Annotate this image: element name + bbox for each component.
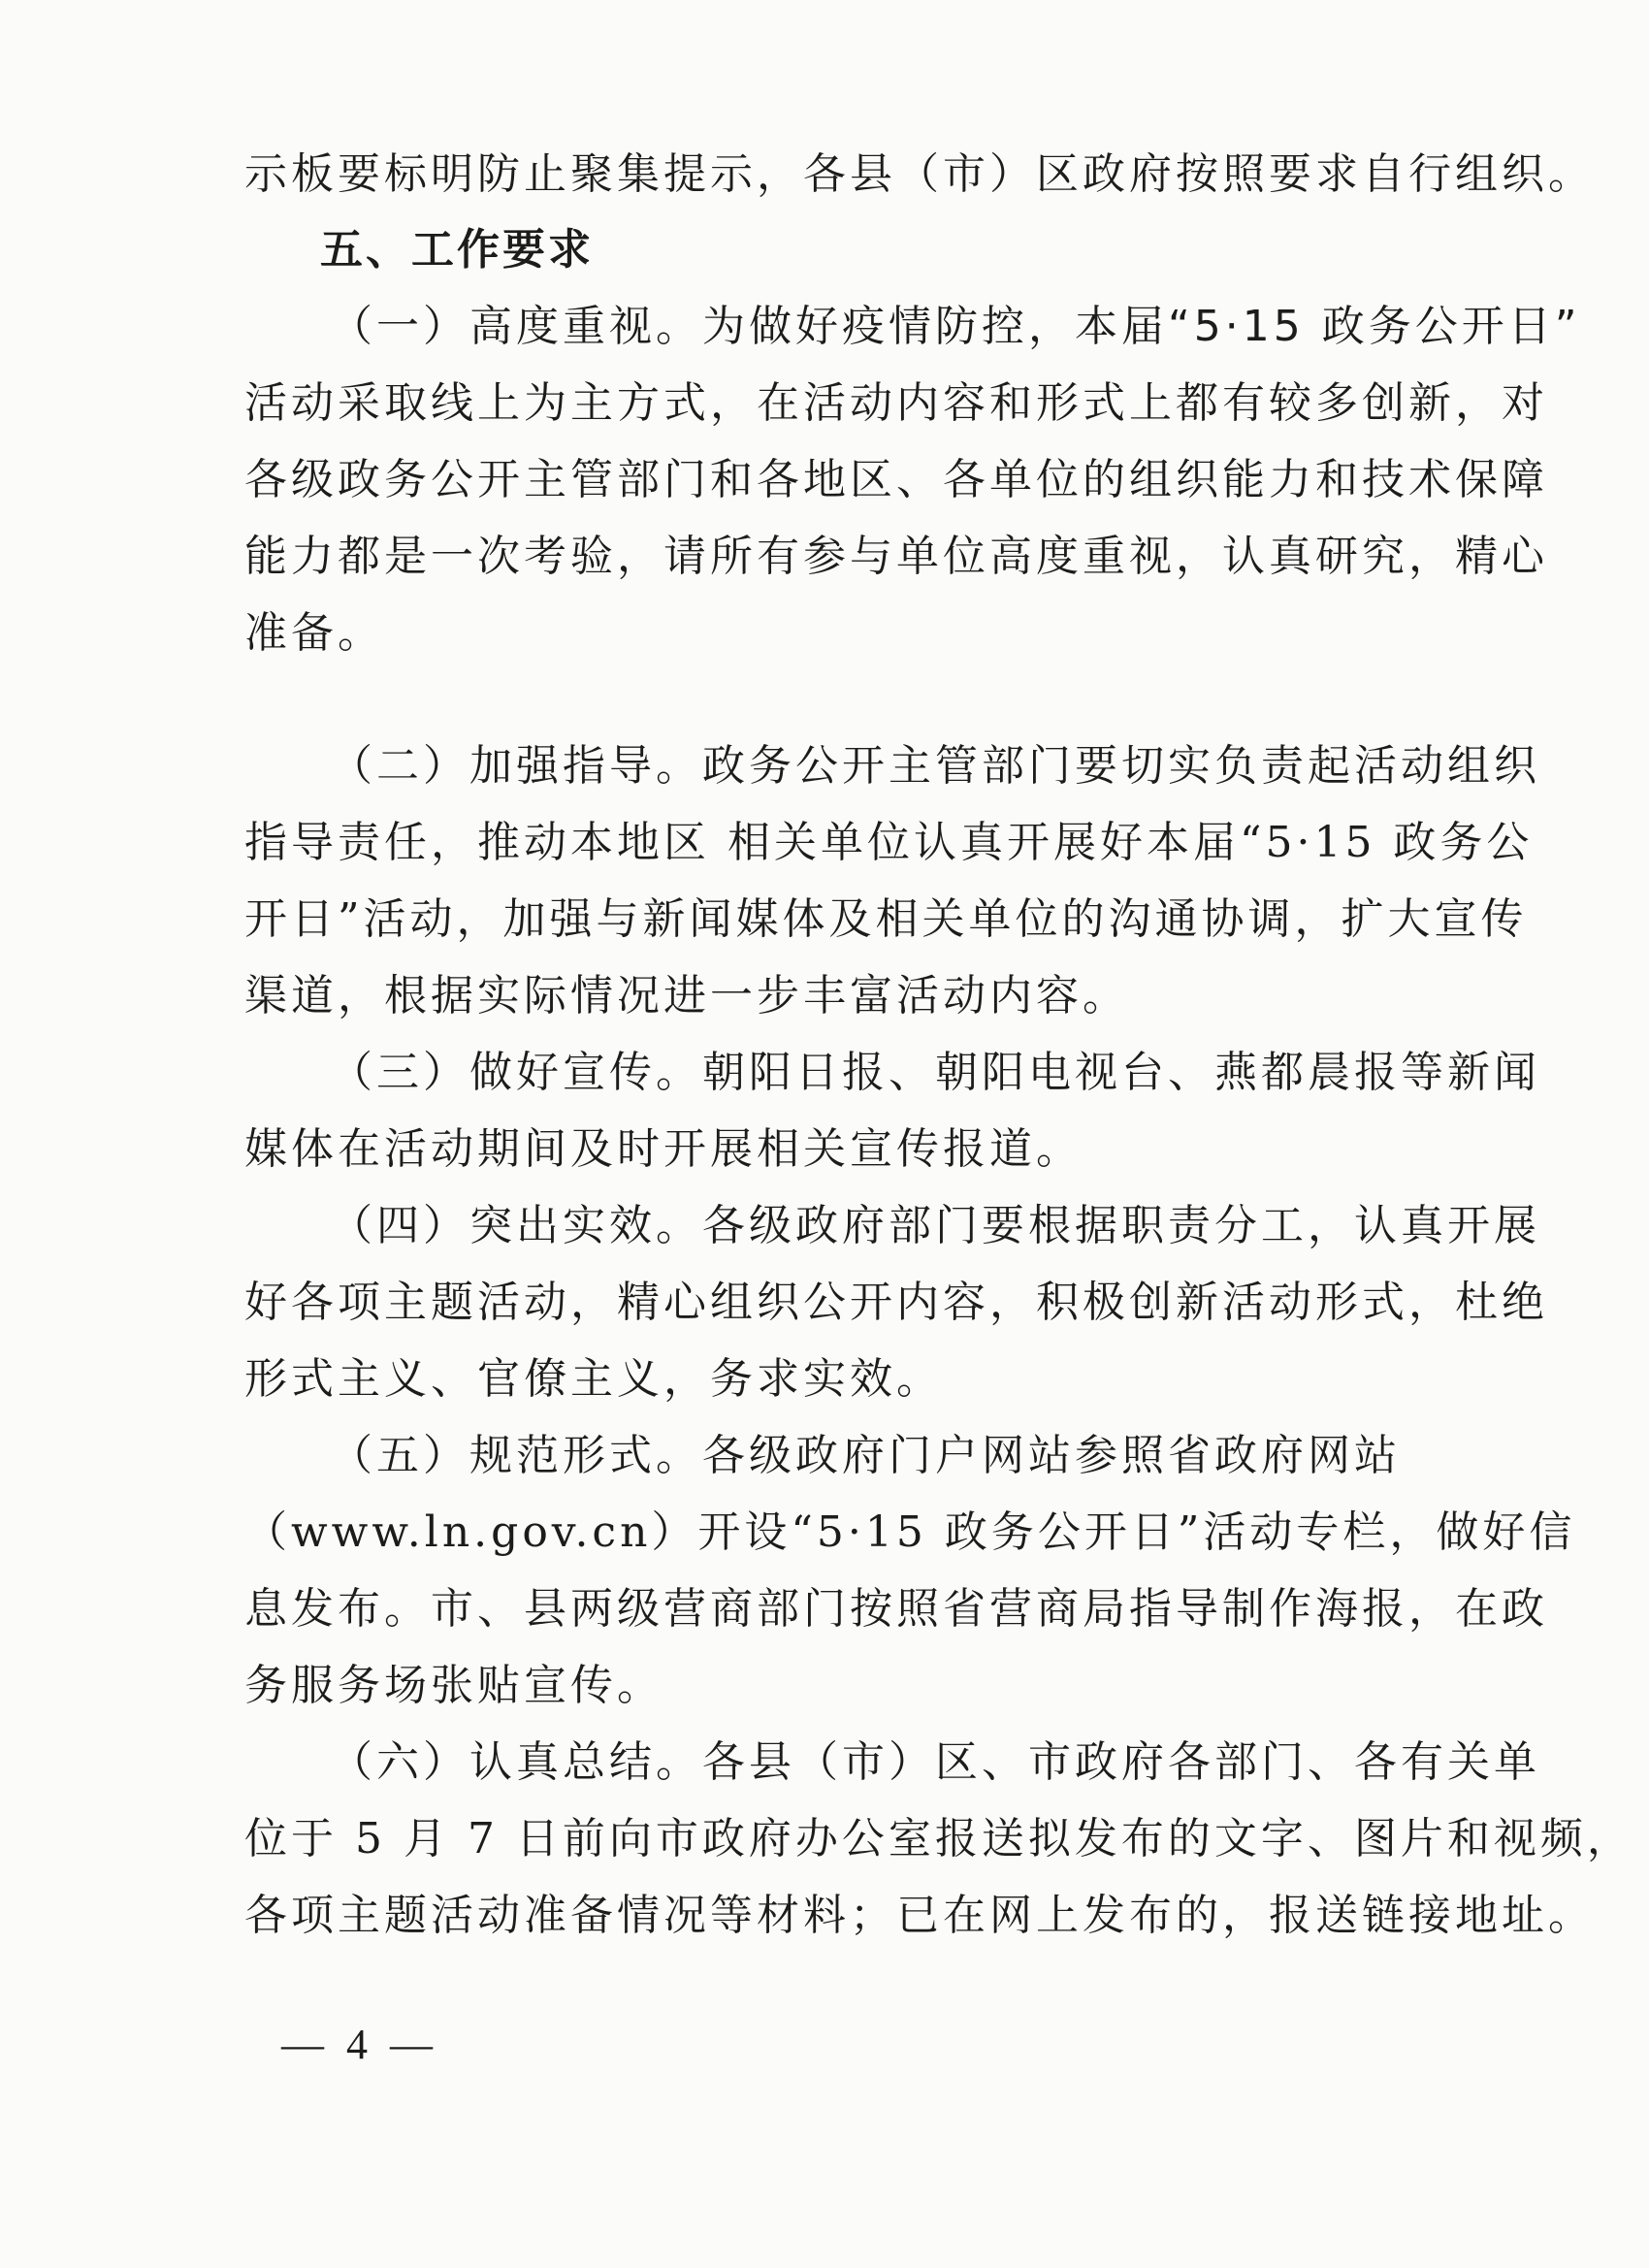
item-5-line-1: （五）规范形式。各级政府门户网站参照省政府网站 (330, 1431, 1401, 1480)
item-1-line-5: 准备。 (244, 608, 384, 658)
item-3-line-1: （三）做好宣传。朝阳日报、朝阳电视台、燕都晨报等新闻 (330, 1048, 1540, 1097)
item-6-line-1: （六）认真总结。各县（市）区、市政府各部门、各有关单 (330, 1737, 1540, 1787)
item-2-line-4: 渠道，根据实际情况进一步丰富活动内容。 (244, 971, 1129, 1021)
item-2-line-3: 开日”活动，加强与新闻媒体及相关单位的沟通协调，扩大宣传 (244, 894, 1528, 944)
item-4-line-3: 形式主义、官僚主义，务求实效。 (244, 1354, 943, 1404)
paragraph-line-1: 示板要标明防止聚集提示，各县（市）区政府按照要求自行组织。 (244, 149, 1595, 199)
item-3-line-2: 媒体在活动期间及时开展相关宣传报道。 (244, 1124, 1083, 1174)
item-4-line-1: （四）突出实效。各级政府部门要根据职责分工，认真开展 (330, 1201, 1540, 1250)
item-1-line-1: （一）高度重视。为做好疫情防控，本届“5·15 政务公开日” (330, 302, 1581, 351)
item-2-line-2: 指导责任，推动本地区 相关单位认真开展好本届“5·15 政务公 (244, 818, 1534, 867)
item-5-line-3: 息发布。市、县两级营商部门按照省营商局指导制作海报，在政 (244, 1584, 1548, 1634)
item-6-line-3: 各项主题活动准备情况等材料；已在网上发布的，报送链接地址。 (244, 1891, 1595, 1940)
section-heading-work-requirements: 五、工作要求 (320, 225, 594, 275)
item-1-line-4: 能力都是一次考验，请所有参与单位高度重视，认真研究，精心 (244, 532, 1548, 581)
item-2-line-1: （二）加强指导。政务公开主管部门要切实负责起活动组织 (330, 741, 1540, 791)
item-6-line-2: 位于 5 月 7 日前向市政府办公室报送拟发布的文字、图片和视频， (244, 1814, 1633, 1863)
page-number: — 4 — (281, 2021, 438, 2068)
item-5-line-4: 务服务场张贴宣传。 (244, 1661, 663, 1710)
item-5-line-2: （www.ln.gov.cn）开设“5·15 政务公开日”活动专栏，做好信 (244, 1507, 1576, 1557)
item-1-line-3: 各级政务公开主管部门和各地区、各单位的组织能力和技术保障 (244, 455, 1548, 504)
item-4-line-2: 好各项主题活动，精心组织公开内容，积极创新活动形式，杜绝 (244, 1278, 1548, 1327)
item-1-line-2: 活动采取线上为主方式，在活动内容和形式上都有较多创新，对 (244, 378, 1548, 428)
